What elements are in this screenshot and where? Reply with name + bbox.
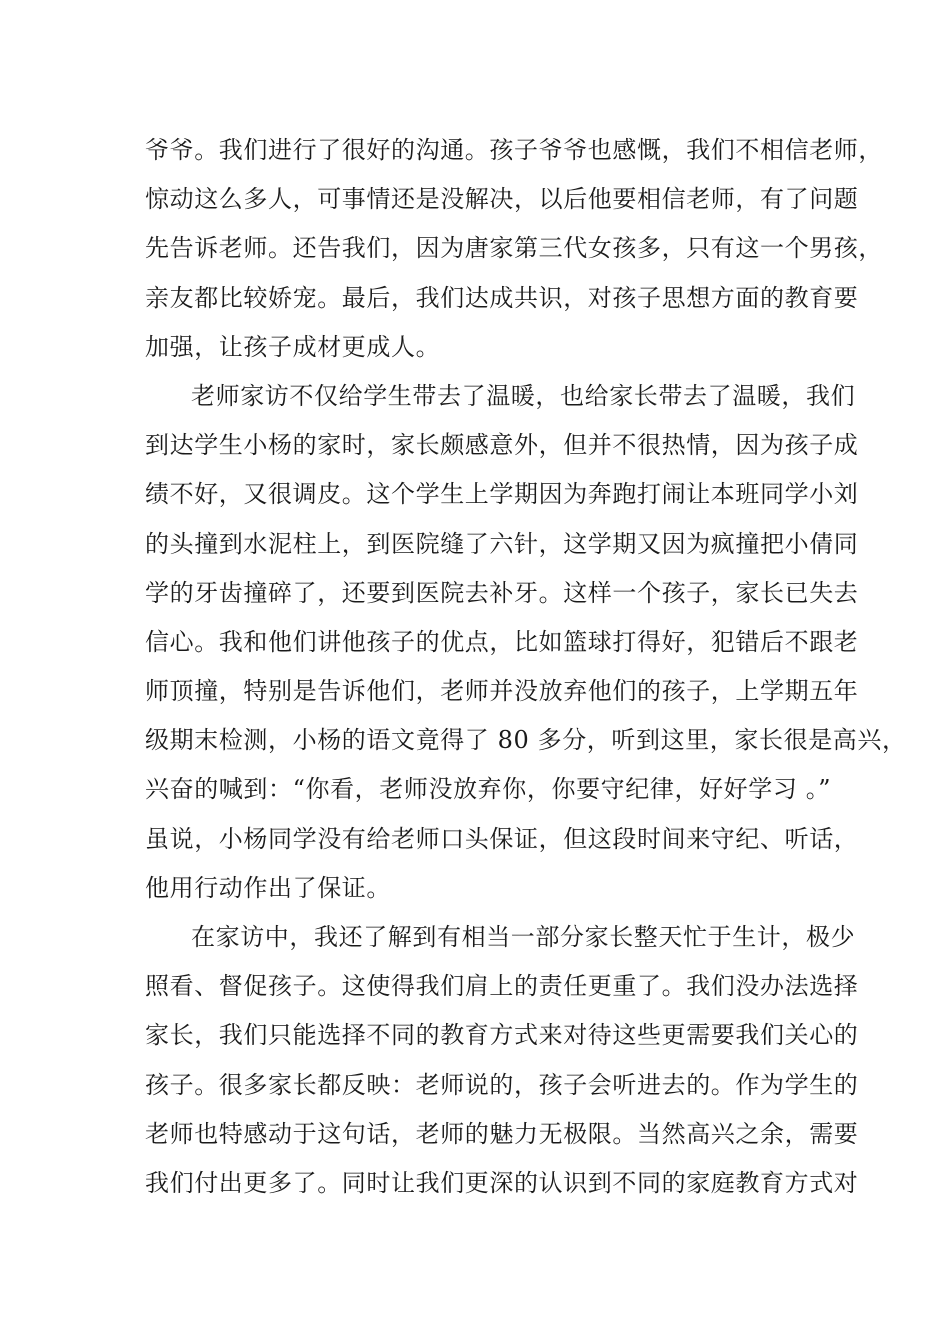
text-line: 亲友都比较娇宠。最后，我们达成共识，对孩子思想方面的教育要 [145, 283, 859, 312]
paragraph-first-line: 在家访中，我还了解到有相当一部分家长整天忙于生计，极少 [191, 923, 856, 951]
text-line: 虽说，小杨同学没有给老师口头保证，但这段时间来守纪、听话， [145, 824, 859, 853]
text-line: 他用行动作出了保证。 [145, 873, 391, 902]
text-line: 学的牙齿撞碎了，还要到医院去补牙。这样一个孩子，家长已失去 [145, 578, 859, 607]
text-line: 家长，我们只能选择不同的教育方式来对待这些更需要我们关心的 [145, 1021, 859, 1050]
text-line: 我们付出更多了。同时让我们更深的认识到不同的家庭教育方式对 [145, 1168, 859, 1197]
text-line: 孩子。很多家长都反映：老师说的，孩子会听进去的。作为学生的 [145, 1070, 859, 1099]
text-line: 先告诉老师。还告我们，因为唐家第三代女孩多，只有这一个男孩， [145, 234, 883, 263]
text-line: 加强，让孩子成材更成人。 [145, 332, 441, 361]
document-body [145, 126, 907, 1208]
text-line: 师顶撞，特别是告诉他们，老师并没放弃他们的孩子，上学期五年 [145, 677, 859, 706]
text-line: 级期末检测，小杨的语文竟得了 80 多分，听到这里，家长很是高兴， [145, 726, 907, 755]
text-line: 兴奋的喊到：“你看，老师没放弃你，你要守纪律，好好学习 。” [145, 775, 832, 804]
text-line: 到达学生小杨的家时，家长颇感意外，但并不很热情，因为孩子成 [145, 431, 859, 460]
paragraph-first-line: 老师家访不仅给学生带去了温暖，也给家长带去了温暖，我们 [191, 381, 856, 410]
text-line: 照看、督促孩子。这使得我们肩上的责任更重了。我们没办法选择 [145, 972, 859, 1001]
text-line: 信心。我和他们讲他孩子的优点，比如篮球打得好，犯错后不跟老 [145, 627, 859, 656]
text-line: 爷爷。我们进行了很好的沟通。孩子爷爷也感慨，我们不相信老师， [145, 136, 883, 164]
text-line: 惊动这么多人，可事情还是没解决，以后他要相信老师，有了问题 [145, 185, 859, 214]
text-line: 老师也特感动于这句话，老师的魅力无极限。当然高兴之余，需要 [145, 1119, 859, 1148]
text-line: 绩不好，又很调皮。这个学生上学期因为奔跑打闹让本班同学小刘 [145, 480, 859, 509]
text-line: 的头撞到水泥柱上，到医院缝了六针，这学期又因为疯撞把小倩同 [145, 529, 859, 558]
